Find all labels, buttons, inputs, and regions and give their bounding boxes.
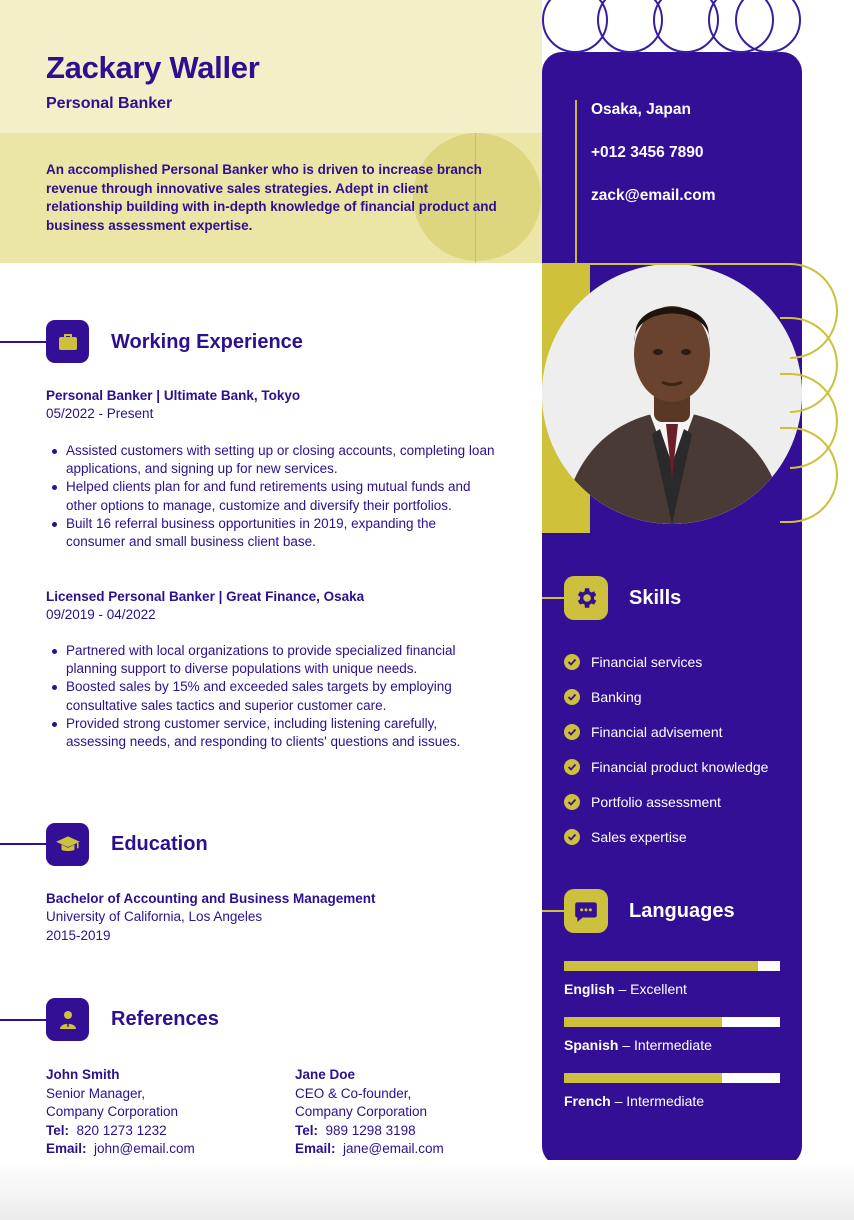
reference-name: John Smith <box>46 1067 120 1082</box>
check-icon <box>564 829 580 845</box>
reference-card <box>46 1066 195 1159</box>
list-item <box>564 644 794 679</box>
list-item: Helped clients plan for and fund retirements using mutual funds and other options to manage, customize and diversify their portfolios. <box>46 478 496 514</box>
list-item: Assisted customers with setting up or closing accounts, completing loan applications, and signing up for new services. <box>46 442 496 478</box>
profile-photo <box>542 264 802 524</box>
language-label: French – Intermediate <box>564 1093 705 1109</box>
language-label: Spanish – Intermediate <box>564 1037 712 1053</box>
skills-list <box>564 644 794 854</box>
tel-label: Tel: <box>295 1122 318 1138</box>
experience-connector <box>0 341 46 343</box>
skill-label: Financial advisement <box>591 723 723 740</box>
list-item: Partnered with local organizations to provide specialized financial planning support to diverse populations with unique needs. <box>46 642 496 678</box>
language-bar-fill <box>564 1073 722 1083</box>
references-heading: References <box>111 1008 219 1030</box>
language-bar <box>564 1073 780 1083</box>
check-icon <box>564 759 580 775</box>
reference-email[interactable]: jane@email.com <box>343 1141 444 1156</box>
person-icon <box>46 998 89 1041</box>
list-item <box>564 819 794 854</box>
contact-phone: +012 3456 7890 <box>591 144 704 161</box>
check-icon <box>564 794 580 810</box>
job-dates: 09/2019 - 04/2022 <box>46 607 156 622</box>
reference-company: Company Corporation <box>295 1104 428 1119</box>
candidate-name: Zackary Waller <box>46 50 260 85</box>
skills-heading: Skills <box>629 587 682 609</box>
language-name: Spanish <box>564 1037 619 1053</box>
reference-name: Jane Doe <box>295 1067 356 1082</box>
languages-heading: Languages <box>629 900 735 922</box>
language-level: Intermediate <box>634 1037 712 1053</box>
reference-role: Senior Manager, <box>46 1085 146 1101</box>
list-item <box>564 679 794 714</box>
education-years: 2015-2019 <box>46 928 111 943</box>
page-bottom-shadow <box>0 1160 854 1220</box>
references-connector <box>0 1019 46 1021</box>
job-dates: 05/2022 - Present <box>46 406 154 421</box>
list-item <box>564 784 794 819</box>
email-label: Email: <box>295 1141 336 1156</box>
check-icon <box>564 654 580 670</box>
graduation-cap-icon <box>46 823 89 866</box>
email-label: Email: <box>46 1141 87 1156</box>
list-item: Provided strong customer service, including listening carefully, assessing needs, and responding to clients' questions and issues. <box>46 715 496 751</box>
degree: Bachelor of Accounting and Business Management <box>46 891 376 906</box>
skill-label: Financial services <box>591 653 703 670</box>
check-icon <box>564 724 580 740</box>
list-item <box>564 749 794 784</box>
list-item: Boosted sales by 15% and exceeded sales targets by employing consultative sales tactics and superior customer care. <box>46 678 496 714</box>
education-connector <box>0 843 46 845</box>
language-level: Intermediate <box>626 1093 705 1109</box>
contact-email[interactable]: zack@email.com <box>591 187 716 204</box>
language-bar <box>564 961 780 971</box>
check-icon <box>564 689 580 705</box>
reference-tel: 989 1298 3198 <box>325 1122 416 1138</box>
languages-connector <box>542 910 564 912</box>
language-item <box>564 1073 780 1109</box>
tel-label: Tel: <box>46 1122 69 1138</box>
skills-connector <box>542 597 564 599</box>
briefcase-icon <box>46 320 89 363</box>
education-heading: Education <box>111 833 208 855</box>
contact-location: Osaka, Japan <box>591 101 691 118</box>
job-bullets <box>46 442 496 551</box>
language-level: Excellent <box>630 981 687 997</box>
job-title: Personal Banker | Ultimate Bank, Tokyo <box>46 388 301 403</box>
language-item <box>564 1017 780 1053</box>
school: University of California, Los Angeles <box>46 909 263 924</box>
chat-icon <box>564 889 608 933</box>
list-item <box>564 714 794 749</box>
language-bar <box>564 1017 780 1027</box>
profile-summary: An accomplished Personal Banker who is driven to increase branch revenue through innovative sales strategies. Adept in client relationship building with in-depth knowledge of financial product and business assessment expertise. <box>46 162 497 233</box>
reference-tel: 820 1273 1232 <box>76 1122 167 1138</box>
language-bar-fill <box>564 961 758 971</box>
skill-label: Portfolio assessment <box>591 793 721 810</box>
skill-label: Sales expertise <box>591 828 687 845</box>
language-item <box>564 961 780 997</box>
list-item: Built 16 referral business opportunities in 2019, expanding the consumer and small business client base. <box>46 515 496 551</box>
language-bar-fill <box>564 1017 722 1027</box>
reference-role: CEO & Co-founder, <box>295 1085 412 1101</box>
language-label: English – Excellent <box>564 981 687 997</box>
candidate-title: Personal Banker <box>46 95 173 112</box>
contact-divider <box>575 100 577 263</box>
skill-label: Financial product knowledge <box>591 758 769 775</box>
language-name: English <box>564 981 615 997</box>
skill-label: Banking <box>591 688 642 705</box>
job-bullets <box>46 642 496 751</box>
experience-heading: Working Experience <box>111 331 303 353</box>
reference-card <box>295 1066 444 1159</box>
reference-company: Company Corporation <box>46 1104 179 1119</box>
language-name: French <box>564 1093 611 1109</box>
reference-email[interactable]: john@email.com <box>94 1141 195 1156</box>
job-title: Licensed Personal Banker | Great Finance, Osaka <box>46 589 365 604</box>
gear-icon <box>564 576 608 620</box>
